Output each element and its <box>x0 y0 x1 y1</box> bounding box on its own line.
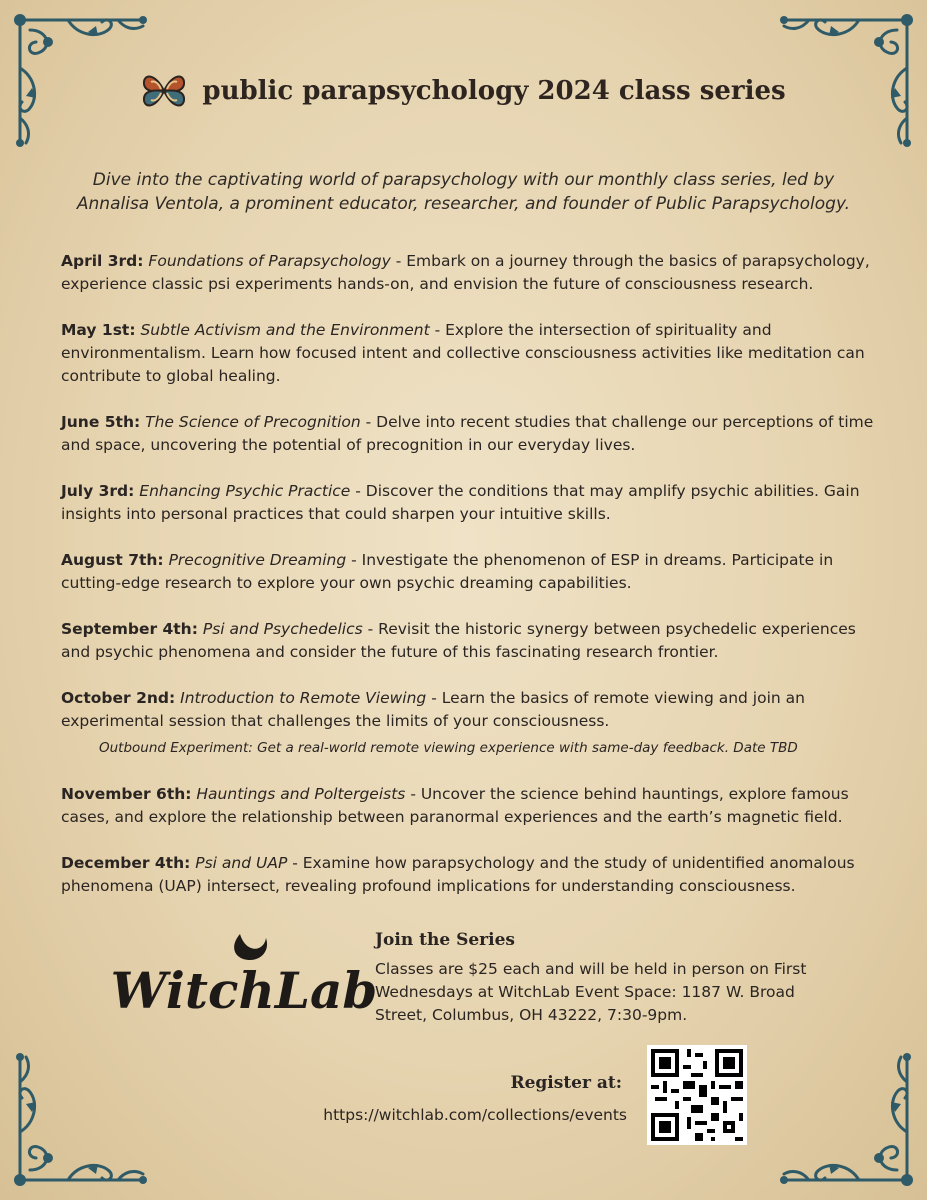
session-item <box>61 411 887 457</box>
session-topic: Psi and UAP <box>195 854 288 872</box>
session-topic: Foundations of Parapsychology <box>148 252 391 270</box>
session-description: - Revisit the historic synergy between psychedelic experiences and psychic phenomena and consider the future of this fascinating research frontier. <box>61 620 856 661</box>
session-item <box>61 549 887 595</box>
session-topic: Subtle Activism and the Environment <box>140 321 430 339</box>
register-label: Register at: <box>510 1073 622 1093</box>
session-date: May 1st: <box>61 321 136 339</box>
session-date: December 4th: <box>61 854 191 872</box>
session-topic: Introduction to Remote Viewing <box>180 689 427 707</box>
session-date: September 4th: <box>61 620 198 638</box>
session-topic: Psi and Psychedelics <box>202 620 363 638</box>
witchlab-logo-text: WitchLab <box>110 961 378 1020</box>
session-item <box>61 480 887 526</box>
session-note: Outbound Experiment: Get a real-world remote viewing experience with same-day feedback. Date TBD <box>99 740 798 756</box>
session-description: - Investigate the phenomenon of ESP in dreams. Participate in cutting-edge research to explore your own psychic dreaming capabilities. <box>61 551 834 592</box>
session-topic: Enhancing Psychic Practice <box>139 482 351 500</box>
corner-ornament-icon <box>8 1042 158 1192</box>
join-title: Join the Series <box>375 930 515 950</box>
session-description: - Learn the basics of remote viewing and join an experimental session that challenges the limits of your consciousness. <box>61 689 805 730</box>
session-date: November 6th: <box>61 785 192 803</box>
join-description: Classes are $25 each and will be held in person on First Wednesdays at WitchLab Event Space: 1187 W. Broad Street, Columbus, OH 43222, 7:30-9pm. <box>375 960 807 1024</box>
session-list <box>61 250 887 921</box>
session-date: August 7th: <box>61 551 164 569</box>
qr-code-icon[interactable] <box>647 1045 747 1145</box>
butterfly-icon <box>141 68 187 114</box>
session-description: - Embark on a journey through the basics of parapsychology, experience classic psi experiments hands-on, and envision the future of consciousness research. <box>61 252 870 293</box>
intro-text: Dive into the captivating world of parapsychology with our monthly class series, led by Annalisa Ventola, a prominent educator, researcher, and founder of Public Parapsychology. <box>76 170 851 214</box>
session-description: - Delve into recent studies that challenge our perceptions of time and space, uncovering the potential of precognition in our everyday lives. <box>61 413 874 454</box>
session-description: - Uncover the science behind hauntings, explore famous cases, and explore the relationship between paranormal experiences and the earth’s magnetic field. <box>61 785 849 826</box>
session-item <box>61 852 887 898</box>
witchlab-logo <box>110 930 378 1030</box>
session-topic: Precognitive Dreaming <box>168 551 347 569</box>
session-description: - Examine how parapsychology and the study of unidentified anomalous phenomena (UAP) intersect, revealing profound implications for understanding consciousness. <box>61 854 855 895</box>
session-date: July 3rd: <box>61 482 135 500</box>
session-date: October 2nd: <box>61 689 176 707</box>
page-title: public parapsychology 2024 class series <box>202 76 786 106</box>
session-item <box>61 687 887 760</box>
session-date: April 3rd: <box>61 252 144 270</box>
session-date: June 5th: <box>61 413 141 431</box>
session-item <box>61 250 887 296</box>
session-description: - Discover the conditions that may amplify psychic abilities. Gain insights into personal practices that could sharpen your intuitive skills. <box>61 482 860 523</box>
session-topic: The Science of Precognition <box>145 413 361 431</box>
register-link[interactable]: https://witchlab.com/collections/events <box>323 1106 627 1124</box>
session-topic: Hauntings and Poltergeists <box>196 785 406 803</box>
session-item <box>61 618 887 664</box>
session-item <box>61 319 887 388</box>
session-description: - Explore the intersection of spirituality and environmentalism. Learn how focused intent and collective consciousness activities like meditation can contribute to global healing. <box>61 321 865 385</box>
header <box>0 68 927 114</box>
join-section <box>375 930 845 1027</box>
session-item <box>61 783 887 829</box>
corner-ornament-icon <box>769 1042 919 1192</box>
